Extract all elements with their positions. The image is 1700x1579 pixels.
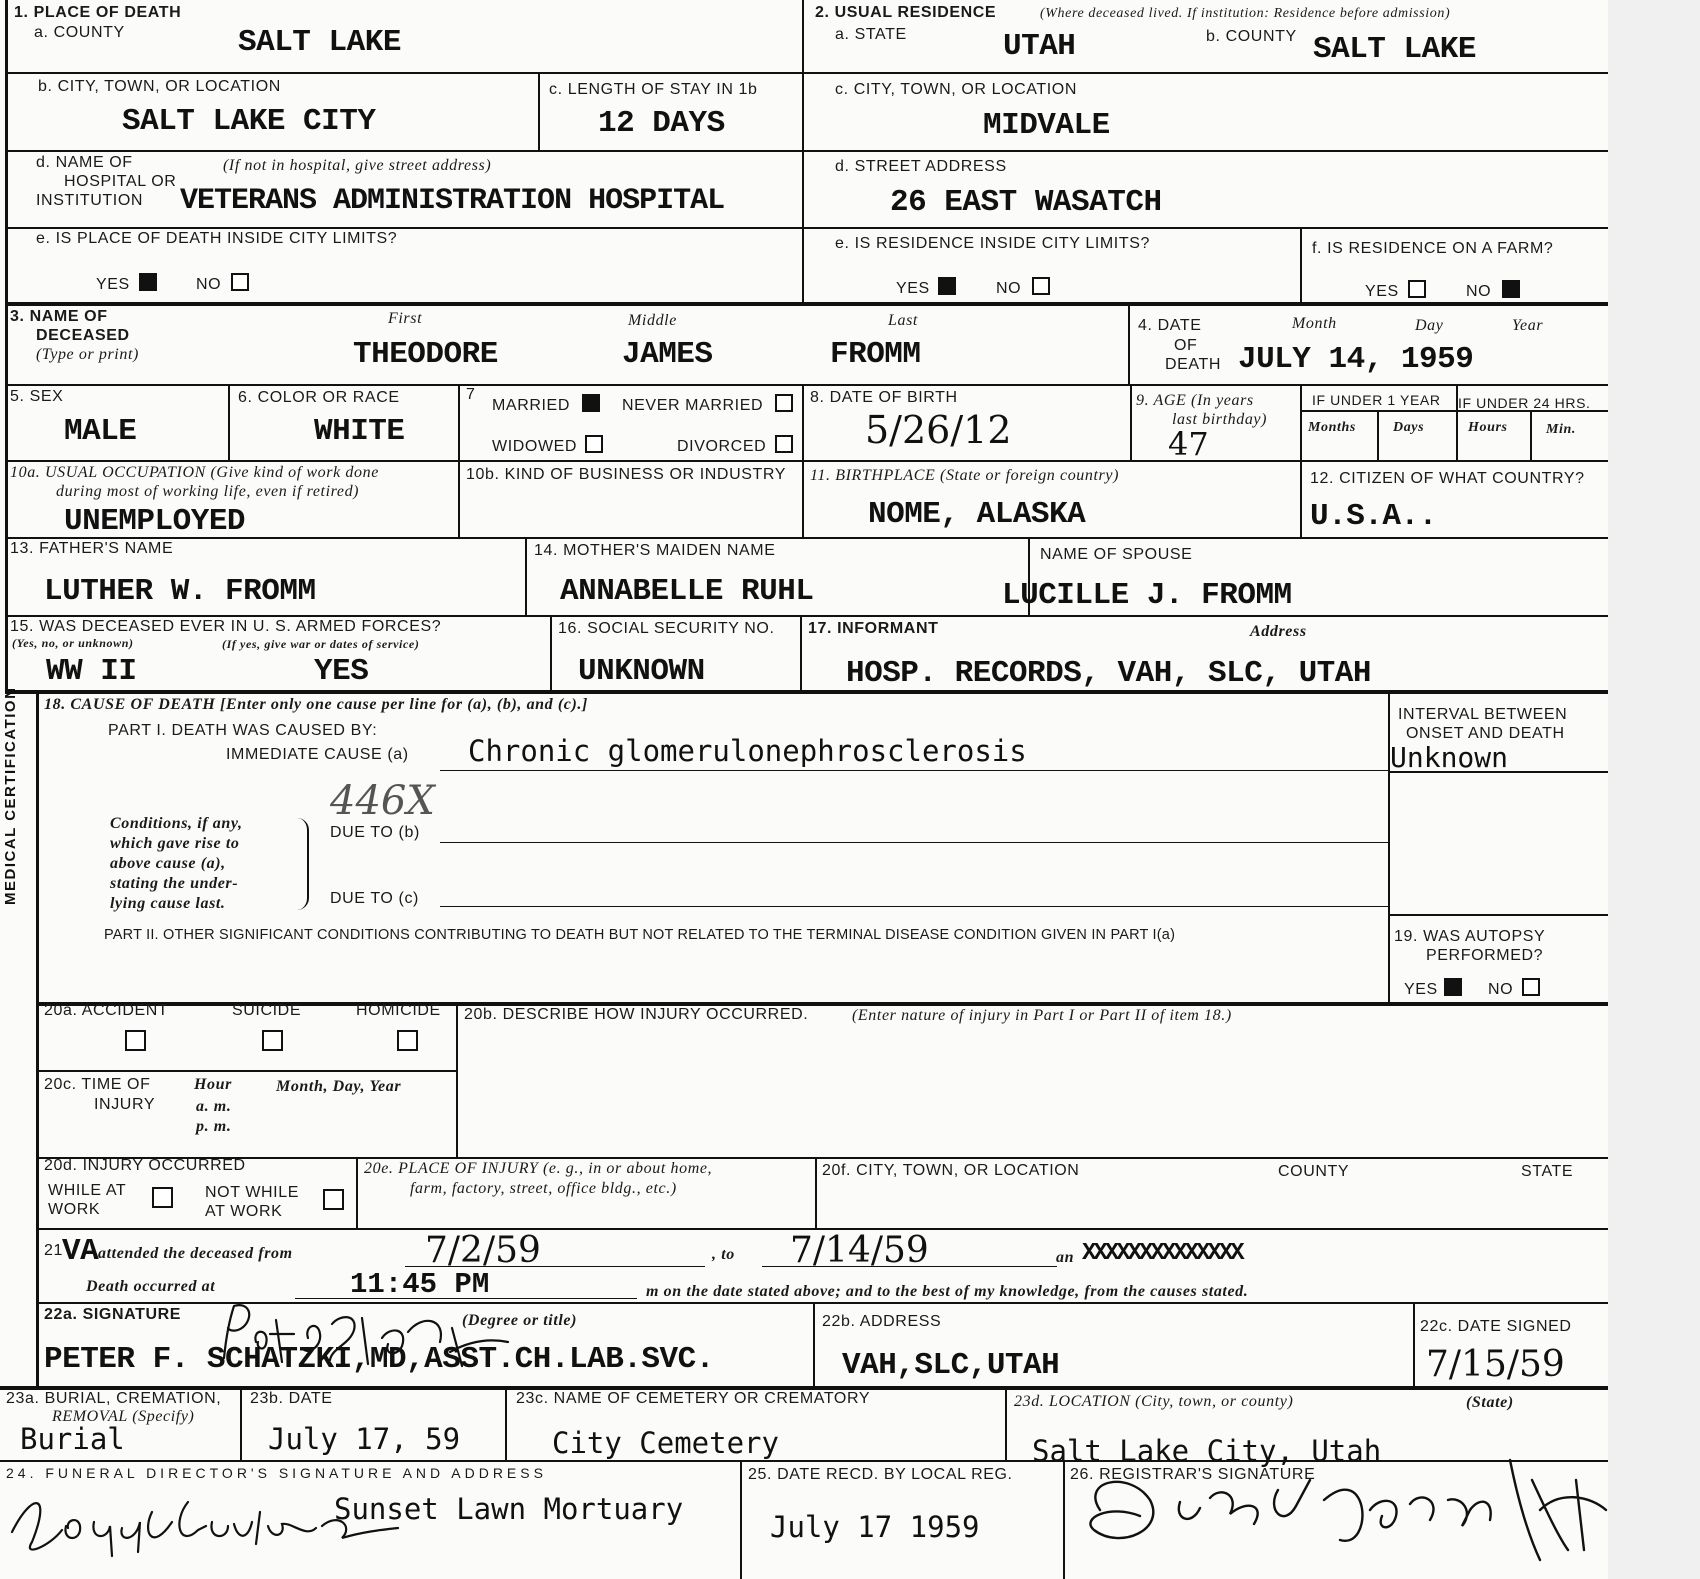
item-20f-label: 20f. CITY, TOWN, OR LOCATION (822, 1162, 1080, 1179)
suicide-label: SUICIDE (232, 1002, 302, 1019)
rule (36, 690, 39, 1386)
rule (5, 302, 1608, 306)
due-to-b-label: DUE TO (b) (330, 824, 420, 841)
item-11-label: 11. BIRTHPLACE (State or foreign country) (810, 467, 1120, 484)
item-3-label: 3. NAME OF (10, 308, 108, 325)
min-label: Min. (1546, 422, 1577, 437)
rule (458, 384, 460, 537)
while-at-work-label-2: WORK (48, 1201, 101, 1218)
cause-c-line (440, 906, 1388, 907)
death-city-value: SALT LAKE CITY (122, 104, 376, 139)
item-19-label-2: PERFORMED? (1426, 947, 1544, 964)
item-7-number: 7 (466, 386, 476, 403)
rule (1530, 410, 1532, 460)
item-22b-label: 22b. ADDRESS (822, 1313, 942, 1330)
item-4-label: 4. DATE (1138, 317, 1202, 334)
age-value: 47 (1168, 425, 1209, 463)
item-2-note: (Where deceased lived. If institution: Residence before admission) (1040, 6, 1451, 21)
hospital-label-3: INSTITUTION (36, 192, 144, 209)
married-label: MARRIED (492, 397, 570, 414)
physician-name-value: PETER F. SCHATZKI,MD,ASST.CH.LAB.SVC. (44, 1342, 714, 1377)
rule (803, 72, 1608, 74)
under-1-year-label: IF UNDER 1 YEAR (1312, 392, 1441, 408)
hospital-value: VETERANS ADMINISTRATION HOSPITAL (180, 184, 725, 218)
rule (538, 72, 540, 150)
rule (5, 150, 1608, 152)
rule (550, 615, 552, 690)
conditions-label-4: stating the under- (110, 875, 239, 892)
rule (5, 72, 802, 74)
rule (525, 537, 527, 615)
immediate-cause-label: IMMEDIATE CAUSE (a) (226, 746, 409, 763)
yes-label: YES (1404, 981, 1438, 998)
rule (1300, 384, 1302, 537)
date-received-value: July 17 1959 (770, 1510, 980, 1544)
death-city-limits-label: e. IS PLACE OF DEATH INSIDE CITY LIMITS? (36, 230, 398, 247)
cause-b-line (440, 842, 1388, 843)
rule (228, 384, 230, 460)
hospital-label: d. NAME OF (36, 154, 133, 171)
immediate-cause-value: Chronic glomerulonephrosclerosis (468, 734, 1027, 768)
length-of-stay-value: 12 DAYS (598, 106, 725, 141)
rule (505, 1386, 507, 1460)
part-1-label: PART I. DEATH WAS CAUSED BY: (108, 722, 378, 739)
item-14-label: 14. MOTHER'S MAIDEN NAME (534, 542, 776, 559)
item-5-label: 5. SEX (10, 388, 64, 405)
item-13-label: 13. FATHER'S NAME (10, 540, 174, 557)
and-label: an (1056, 1249, 1075, 1266)
item-9-label: 9. AGE (In years (1136, 392, 1254, 409)
rule (802, 0, 804, 302)
armed-forces-value: YES (314, 654, 369, 689)
divorced-label: DIVORCED (677, 438, 767, 455)
item-8-label: 8. DATE OF BIRTH (810, 389, 958, 406)
farm-label: f. IS RESIDENCE ON A FARM? (1312, 240, 1554, 257)
rule (1300, 227, 1302, 302)
hour-label: Hour (194, 1076, 232, 1093)
rule (1388, 690, 1390, 1002)
item-10a-label-2: during most of working life, even if retired) (56, 483, 360, 500)
item-23a-label-2: REMOVAL (Specify) (52, 1408, 195, 1425)
death-occurred-label: Death occurred at (86, 1278, 216, 1295)
struck-text: XXXXXXXXXXXXXX (1082, 1240, 1242, 1267)
item-24-label: 24. FUNERAL DIRECTOR'S SIGNATURE AND ADDRESS (6, 1465, 547, 1481)
degree-label: (Degree or title) (462, 1312, 578, 1329)
item-1-label: 1. PLACE OF DEATH (14, 4, 182, 21)
part-2-label: PART II. OTHER SIGNIFICANT CONDITIONS CONTRIBUTING TO DEATH BUT NOT RELATED TO THE TERMINAL DISEASE CONDITION GIVEN IN PART I(a) (104, 927, 1176, 943)
month-label: Month (1292, 315, 1337, 332)
rule (5, 537, 1608, 539)
birthplace-value: NOME, ALASKA (868, 497, 1086, 532)
attended-label: attended the deceased from (98, 1245, 293, 1262)
item-10b-label: 10b. KIND OF BUSINESS OR INDUSTRY (466, 466, 787, 483)
rule (5, 384, 1608, 386)
residence-county-label: b. COUNTY (1206, 28, 1297, 45)
county-label: a. COUNTY (34, 24, 125, 41)
due-to-c-label: DUE TO (c) (330, 890, 419, 907)
rule (356, 1157, 358, 1228)
rule (815, 1157, 817, 1228)
homicide-checkbox[interactable] (397, 1030, 418, 1051)
item-23d-label: 23d. LOCATION (City, town, or county) (1014, 1393, 1294, 1410)
item-18-label: 18. CAUSE OF DEATH [Enter only one cause per line for (a), (b), and (c).] (44, 696, 588, 713)
rule (5, 0, 8, 690)
from-line (405, 1266, 705, 1267)
not-while-at-work-label-2: AT WORK (205, 1203, 283, 1220)
not-while-at-work-checkbox[interactable] (323, 1189, 344, 1210)
informant-address-label: Address (1250, 623, 1307, 640)
yes-label: YES (1365, 283, 1399, 300)
autopsy-yes-checkbox[interactable] (1444, 978, 1462, 996)
year-label: Year (1512, 317, 1544, 334)
item-23a-label: 23a. BURIAL, CREMATION, (6, 1390, 222, 1407)
rule (1063, 1460, 1065, 1579)
cemetery-value: City Cemetery (552, 1426, 779, 1460)
item-23b-label: 23b. DATE (250, 1390, 333, 1407)
mother-name-value: ANNABELLE RUHL (560, 574, 814, 609)
residence-county-value: SALT LAKE (1313, 32, 1476, 67)
middle-label: Middle (628, 312, 677, 329)
item-12-label: 12. CITIZEN OF WHAT COUNTRY? (1310, 470, 1585, 487)
rule (802, 384, 804, 537)
rule (5, 227, 1608, 229)
rule (1130, 384, 1132, 460)
time-of-death-value: 11:45 PM (350, 1268, 490, 1301)
rule (1390, 914, 1608, 916)
married-checkbox[interactable] (582, 394, 600, 412)
state-label: (State) (1466, 1394, 1514, 1411)
residence-inside-limits-yes-checkbox[interactable] (938, 277, 956, 295)
item-20b-label: 20b. DESCRIBE HOW INJURY OCCURRED. (464, 1006, 809, 1023)
race-value: WHITE (314, 414, 405, 449)
while-at-work-checkbox[interactable] (152, 1187, 173, 1208)
item-6-label: 6. COLOR OR RACE (238, 389, 400, 406)
item-17-label: 17. INFORMANT (808, 620, 939, 637)
item-20b-note: (Enter nature of injury in Part I or Part II of item 18.) (852, 1007, 1232, 1024)
spouse-name-value: LUCILLE J. FROMM (1002, 578, 1292, 613)
rule (740, 1460, 742, 1579)
rule (813, 1302, 815, 1386)
attended-from-value: 7/2/59 (425, 1230, 541, 1271)
cause-a-line (440, 770, 1388, 771)
am-label: a. m. (196, 1098, 232, 1115)
interval-label: INTERVAL BETWEEN (1398, 706, 1568, 723)
item-9-label-2: last birthday) (1172, 411, 1268, 428)
no-label: NO (1488, 981, 1514, 998)
never-married-checkbox[interactable] (775, 394, 793, 412)
length-of-stay-label: c. LENGTH OF STAY IN 1b (549, 81, 758, 98)
injury-state-label: STATE (1521, 1163, 1574, 1180)
widowed-checkbox[interactable] (585, 435, 603, 453)
first-name-value: THEODORE (353, 337, 498, 372)
item-3-label-2: DECEASED (36, 327, 130, 344)
hours-label: Hours (1468, 420, 1508, 435)
disposition-value: Burial (20, 1422, 125, 1456)
item-25-label: 25. DATE RECD. BY LOCAL REG. (748, 1466, 1013, 1483)
rule (1413, 1302, 1415, 1386)
item-2-label: 2. USUAL RESIDENCE (815, 4, 997, 21)
funeral-home-value: Sunset Lawn Mortuary (334, 1492, 684, 1526)
suicide-checkbox[interactable] (262, 1030, 283, 1051)
last-label: Last (888, 312, 918, 329)
item-22a-label: 22a. SIGNATURE (44, 1306, 182, 1323)
item-15-sub-2: (If yes, give war or dates of service) (222, 637, 420, 651)
social-security-value: UNKNOWN (578, 654, 705, 689)
yes-label: YES (96, 276, 130, 293)
not-while-at-work-label: NOT WHILE (205, 1184, 300, 1201)
rule (36, 1070, 456, 1072)
birth-date-value: 5/26/12 (865, 408, 1012, 452)
armed-forces-war-value: WW II (46, 654, 137, 689)
autopsy-no-checkbox[interactable] (1522, 978, 1540, 996)
sex-value: MALE (64, 414, 137, 449)
rule (240, 1386, 242, 1460)
date-signed-value: 7/15/59 (1426, 1344, 1565, 1385)
conditions-label-3: above cause (a), (110, 855, 226, 872)
while-at-work-label: WHILE AT (48, 1182, 127, 1199)
cemetery-location-value: Salt Lake City, Utah (1032, 1434, 1382, 1468)
date-of-death-value: JULY 14, 1959 (1238, 342, 1474, 377)
first-label: First (388, 310, 423, 327)
item-22c-label: 22c. DATE SIGNED (1420, 1318, 1572, 1335)
item-20e-label: 20e. PLACE OF INJURY (e. g., in or about home, (364, 1160, 713, 1177)
to-line (762, 1266, 1057, 1267)
item-15-sub-1: (Yes, no, or unknown) (12, 636, 134, 650)
certification-tail: m on the date stated above; and to the best of my knowledge, from the causes stated. (646, 1283, 1249, 1300)
item-4-label-2: OF (1174, 337, 1198, 354)
widowed-label: WIDOWED (492, 438, 578, 455)
spouse-label: NAME OF SPOUSE (1040, 546, 1193, 563)
attended-by-value: VA (62, 1234, 99, 1269)
residence-city-value: MIDVALE (983, 108, 1110, 143)
no-label: NO (996, 280, 1022, 297)
item-20c-label-2: INJURY (94, 1096, 156, 1113)
registrar-signature (1070, 1440, 1610, 1576)
farm-yes-checkbox[interactable] (1408, 280, 1426, 298)
residence-city-label: c. CITY, TOWN, OR LOCATION (835, 81, 1077, 98)
item-3-label-3: (Type or print) (36, 346, 139, 363)
informant-value: HOSP. RECORDS, VAH, SLC, UTAH (846, 656, 1371, 691)
no-label: NO (1466, 283, 1492, 300)
item-16-label: 16. SOCIAL SECURITY NO. (558, 620, 775, 637)
conditions-label-2: which gave rise to (110, 835, 240, 852)
item-20d-label: 20d. INJURY OCCURRED (44, 1157, 246, 1174)
residence-inside-limits-no-checkbox[interactable] (1032, 277, 1050, 295)
medical-certification-side-label: MEDICAL CERTIFICATION (2, 686, 19, 905)
farm-no-checkbox[interactable] (1502, 280, 1520, 298)
divorced-checkbox[interactable] (775, 435, 793, 453)
residence-city-limits-label: e. IS RESIDENCE INSIDE CITY LIMITS? (835, 235, 1150, 252)
homicide-label: HOMICIDE (356, 1002, 441, 1019)
hospital-label-2: HOSPITAL OR (64, 173, 177, 190)
attended-to-value: 7/14/59 (790, 1230, 929, 1271)
item-19-label: 19. WAS AUTOPSY (1394, 928, 1546, 945)
rule (456, 1002, 458, 1157)
rule (36, 1157, 1608, 1159)
rule (1377, 410, 1379, 460)
conditions-label-5: lying cause last. (110, 895, 226, 912)
accident-label: 20a. ACCIDENT (44, 1002, 169, 1019)
residence-state-value: UTAH (1003, 29, 1076, 64)
item-4-label-3: DEATH (1165, 356, 1222, 373)
physician-address-value: VAH,SLC,UTAH (842, 1348, 1060, 1383)
citizenship-value: U.S.A.. (1310, 499, 1437, 534)
street-label: d. STREET ADDRESS (835, 158, 1007, 175)
death-inside-limits-yes-checkbox[interactable] (139, 273, 157, 291)
disposition-date-value: July 17, 59 (268, 1422, 461, 1456)
item-20e-label-2: farm, factory, street, office bldg., etc.) (410, 1180, 677, 1197)
item-21-number: 21 (44, 1242, 63, 1259)
rule (5, 615, 1608, 617)
rule (1128, 302, 1130, 384)
item-23c-label: 23c. NAME OF CEMETERY OR CREMATORY (516, 1390, 871, 1407)
middle-name-value: JAMES (622, 337, 713, 372)
months-label: Months (1308, 420, 1356, 435)
item-10a-label: 10a. USUAL OCCUPATION (Give kind of work done (10, 464, 379, 481)
interval-value: Unknown (1390, 741, 1509, 774)
occupation-value: UNEMPLOYED (64, 504, 246, 539)
father-name-value: LUTHER W. FROMM (44, 574, 316, 609)
conditions-label: Conditions, if any, (110, 815, 243, 832)
item-20c-label: 20c. TIME OF (44, 1076, 151, 1093)
under-24-hrs-label: IF UNDER 24 HRS. (1458, 395, 1591, 411)
conditions-brace (297, 818, 309, 910)
no-label: NO (196, 276, 222, 293)
death-inside-limits-no-checkbox[interactable] (231, 273, 249, 291)
month-day-year-label: Month, Day, Year (276, 1078, 402, 1095)
hospital-note: (If not in hospital, give street address) (223, 157, 492, 174)
to-label: , to (712, 1246, 735, 1263)
day-label: Day (1415, 317, 1444, 334)
scan-margin (1608, 0, 1700, 1579)
rule (5, 460, 1608, 462)
days-label: Days (1393, 420, 1425, 435)
rule (800, 615, 802, 690)
city-label: b. CITY, TOWN, OR LOCATION (38, 78, 281, 95)
cause-code-annotation: 446X (330, 778, 435, 824)
interval-label-2: ONSET AND DEATH (1406, 725, 1565, 742)
yes-label: YES (896, 280, 930, 297)
item-15-label: 15. WAS DECEASED EVER IN U. S. ARMED FORCES? (10, 618, 442, 635)
death-county-value: SALT LAKE (238, 25, 401, 60)
state-label: a. STATE (835, 26, 907, 43)
injury-county-label: COUNTY (1278, 1163, 1350, 1180)
accident-checkbox[interactable] (125, 1030, 146, 1051)
never-married-label: NEVER MARRIED (622, 397, 764, 414)
item-26-label: 26. REGISTRAR'S SIGNATURE (1070, 1466, 1316, 1483)
street-value: 26 EAST WASATCH (890, 185, 1162, 220)
pm-label: p. m. (196, 1118, 232, 1135)
rule (1005, 1386, 1007, 1460)
last-name-value: FROMM (830, 337, 921, 372)
